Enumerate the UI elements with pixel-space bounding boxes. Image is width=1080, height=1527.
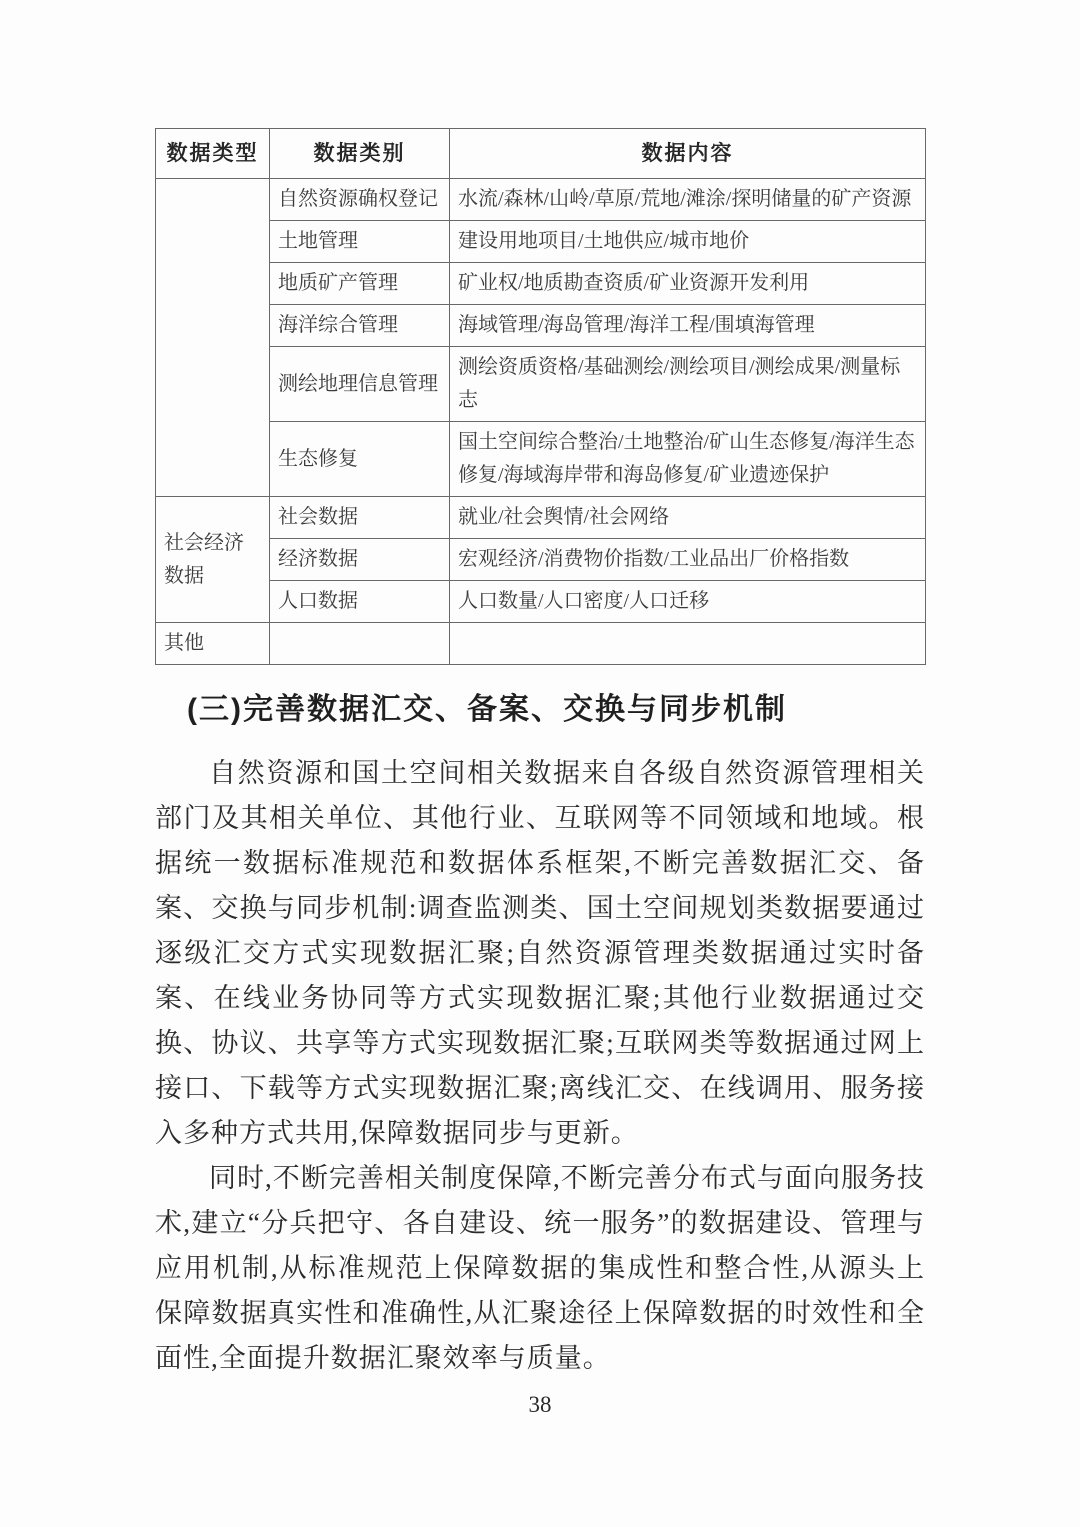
table-row — [156, 539, 926, 581]
data-type-cell: 其他 — [156, 623, 270, 665]
table-row — [156, 422, 926, 497]
category-cell: 测绘地理信息管理 — [270, 347, 450, 422]
content-cell: 建设用地项目/土地供应/城市地价 — [450, 221, 926, 263]
table-row — [156, 179, 926, 221]
content-cell: 就业/社会舆情/社会网络 — [450, 497, 926, 539]
page-content — [155, 128, 925, 1381]
col-header-data-category: 数据类别 — [270, 129, 450, 179]
table-row — [156, 263, 926, 305]
category-cell: 土地管理 — [270, 221, 450, 263]
content-cell: 矿业权/地质勘查资质/矿业资源开发利用 — [450, 263, 926, 305]
data-table — [155, 128, 926, 665]
content-cell: 海域管理/海岛管理/海洋工程/围填海管理 — [450, 305, 926, 347]
content-cell — [450, 623, 926, 665]
col-header-data-content: 数据内容 — [450, 129, 926, 179]
col-header-data-type: 数据类型 — [156, 129, 270, 179]
table-row — [156, 581, 926, 623]
section-heading: (三)完善数据汇交、备案、交换与同步机制 — [187, 693, 787, 726]
table-row — [156, 221, 926, 263]
table-row — [156, 347, 926, 422]
paragraph-2: 同时,不断完善相关制度保障,不断完善分布式与面向服务技术,建立“分兵把守、各自建设、统一服务”的数据建设、管理与应用机制,从标准规范上保障数据的集成性和整合性,从源头上保障数据真实性和准确性,从汇聚途径上保障数据的时效性和全面性,全面提升数据汇聚效率与质量。 — [155, 1163, 925, 1373]
category-cell: 海洋综合管理 — [270, 305, 450, 347]
category-cell: 人口数据 — [270, 581, 450, 623]
content-cell: 水流/森林/山岭/草原/荒地/滩涂/探明储量的矿产资源 — [450, 179, 926, 221]
content-cell: 国土空间综合整治/土地整治/矿山生态修复/海洋生态修复/海域海岸带和海岛修复/矿业遗迹保护 — [450, 422, 926, 497]
category-cell: 自然资源确权登记 — [270, 179, 450, 221]
paragraph-1: 自然资源和国土空间相关数据来自各级自然资源管理相关部门及其相关单位、其他行业、互联网等不同领域和地域。根据统一数据标准规范和数据体系框架,不断完善数据汇交、备案、交换与同步机制:调查监测类、国土空间规划类数据要通过逐级汇交方式实现数据汇聚;自然资源管理类数据通过实时备案、在线业务协同等方式实现数据汇聚;其他行业数据通过交换、协议、共享等方式实现数据汇聚;互联网类等数据通过网上接口、下载等方式实现数据汇聚;离线汇交、在线调用、服务接入多种方式共用,保障数据同步与更新。 — [155, 758, 925, 1148]
data-type-cell: 社会经济数据 — [156, 497, 270, 623]
category-cell: 社会数据 — [270, 497, 450, 539]
content-cell: 测绘资质资格/基础测绘/测绘项目/测绘成果/测量标志 — [450, 347, 926, 422]
table-header-row — [156, 129, 926, 179]
category-cell: 生态修复 — [270, 422, 450, 497]
body-text — [155, 751, 925, 1381]
table-row — [156, 497, 926, 539]
category-cell: 地质矿产管理 — [270, 263, 450, 305]
content-cell: 宏观经济/消费物价指数/工业品出厂价格指数 — [450, 539, 926, 581]
table-row — [156, 623, 926, 665]
category-cell — [270, 623, 450, 665]
content-cell: 人口数量/人口密度/人口迁移 — [450, 581, 926, 623]
data-type-cell — [156, 179, 270, 497]
page-number: 38 — [528, 1392, 552, 1417]
table-row — [156, 305, 926, 347]
category-cell: 经济数据 — [270, 539, 450, 581]
